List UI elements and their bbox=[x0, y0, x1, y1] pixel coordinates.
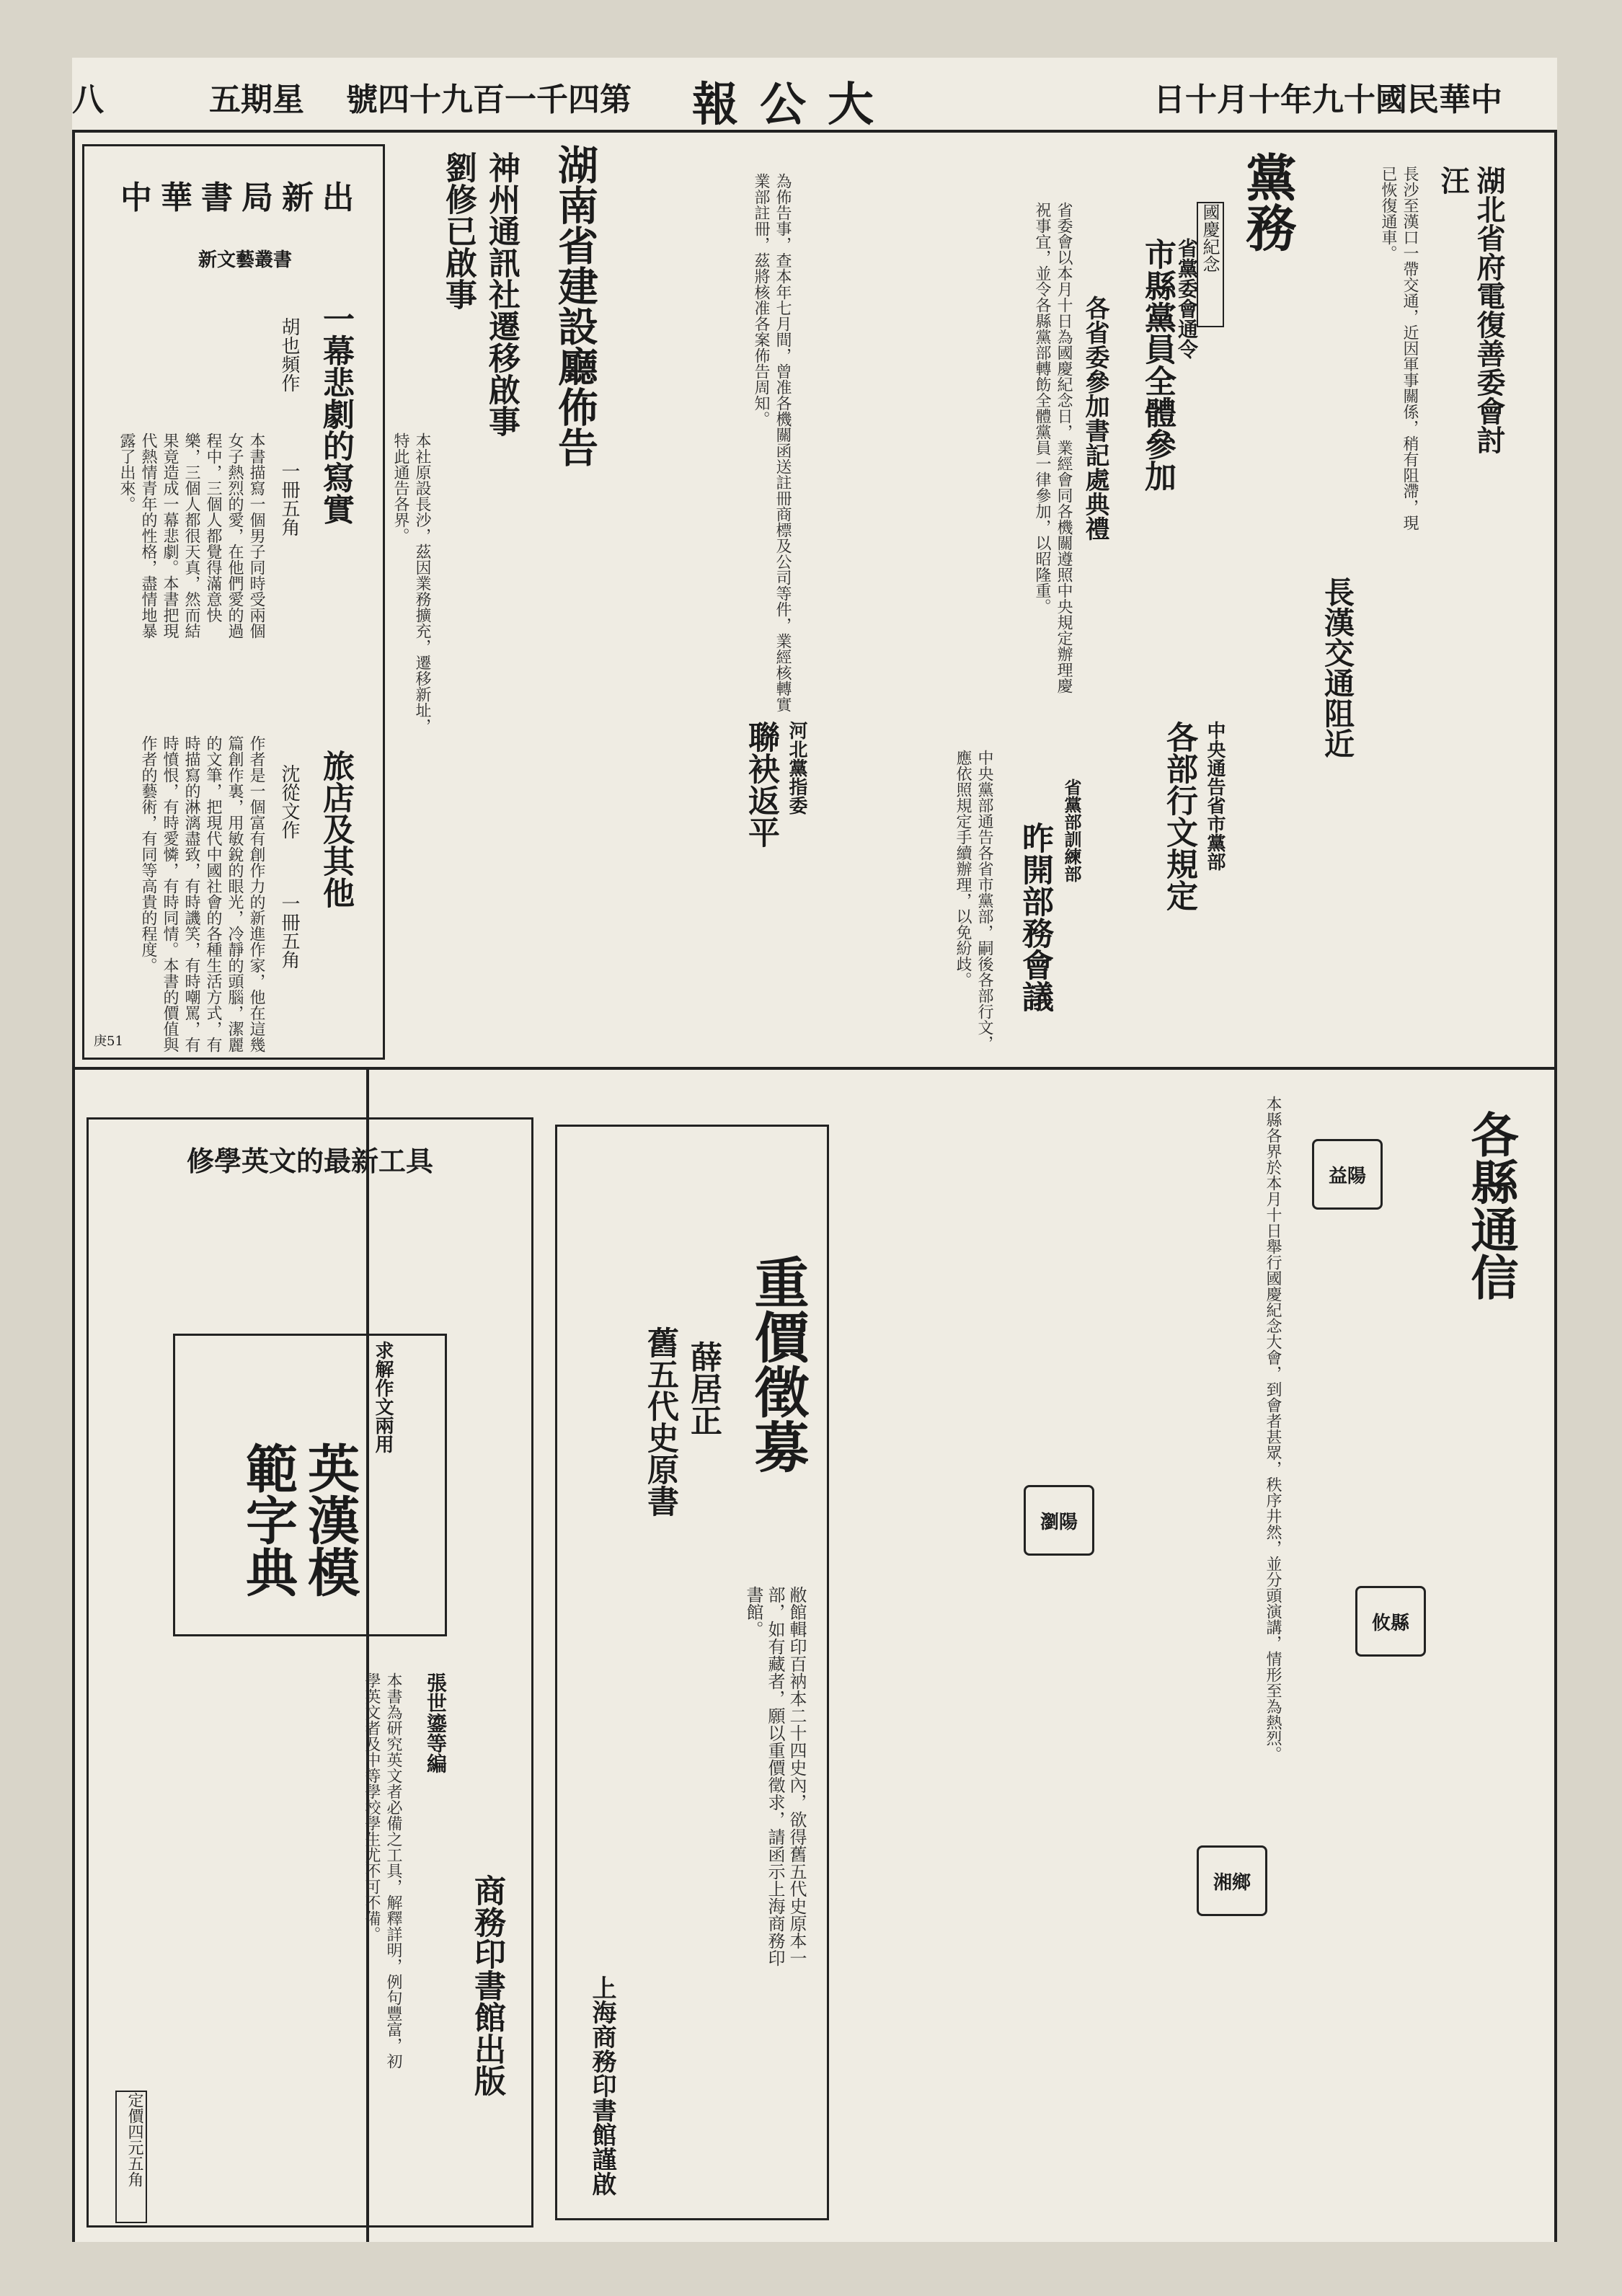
region-xiangxiang: 湘鄉 bbox=[1197, 1845, 1267, 1916]
region-liuyang: 瀏陽 bbox=[1024, 1485, 1094, 1556]
book1-author: 胡也頻作 bbox=[278, 317, 300, 392]
gov-notice-headline: 湖南省建設廳佈告 bbox=[551, 144, 599, 467]
section-title-party: 黨務 bbox=[1238, 151, 1298, 252]
regional-body: 本縣各界於本月十日舉行國慶紀念大會，到會者甚眾，秩序井然，並分頭演講，情形至為熱烈。 bbox=[1264, 1096, 1282, 1762]
dictionary-price: 定價四元五角 bbox=[115, 2091, 147, 2223]
book1-title: 一幕悲劇的寫實 bbox=[317, 303, 354, 525]
page-border-right bbox=[1554, 130, 1557, 2242]
right-body: 長沙至漢口一帶交通，近因軍事關係，稍有阻滯，現已恢復通車。 bbox=[1379, 166, 1419, 531]
dictionary-ad-headline: 修學英文的最新工具 bbox=[186, 1145, 433, 1177]
page-border-left bbox=[72, 130, 75, 2242]
dictionary-book-title: 英漢模範字典 bbox=[237, 1442, 360, 1597]
commercial-ad-title: 重價徵募 bbox=[745, 1254, 810, 1473]
commercial-ad-book: 舊五代史原書 bbox=[642, 1326, 678, 1517]
central-notice-pre: 中央通告省市黨部 bbox=[1204, 721, 1226, 871]
right-headline: 湖北省府電復善委會討汪 bbox=[1436, 166, 1506, 454]
party-sub-headline: 各省委參加書記處典禮 bbox=[1081, 296, 1109, 541]
zhonghua-publisher: 中華書局新出 bbox=[120, 179, 363, 216]
newspaper-page bbox=[72, 58, 1557, 2242]
book2-title: 旅店及其他 bbox=[317, 750, 354, 908]
party-pre-headline: 省黨委會通令 bbox=[1175, 238, 1199, 359]
shenzhou-body: 本社原設長沙，茲因業務擴充，遷移新址，特此通告各界。 bbox=[391, 433, 431, 734]
gov-notice-body: 為佈告事，查本年七月間，曾准各機關函送註冊商標及公司等件，業經核轉實業部註冊，茲將核准各案佈告周知。 bbox=[752, 173, 792, 712]
newspaper-title: 報公大 bbox=[692, 78, 895, 132]
dictionary-publisher: 商務印書館出版 bbox=[469, 1874, 505, 2096]
hebei-headline: 聯袂返平 bbox=[743, 721, 779, 848]
central-notice-headline: 各部行文規定 bbox=[1161, 721, 1197, 911]
shenzhou-headline: 神州通訊社遷移啟事 bbox=[483, 151, 520, 437]
central-notice-body: 中央黨部通告各省市黨部，嗣後各部行文，應依照規定手續辦理，以免紛歧。 bbox=[954, 750, 993, 1051]
dictionary-ad-body: 本書為研究英文者必備之工具，解釋詳明，例句豐富，初學英文者及中等學校學生尤不可不備。 bbox=[363, 1672, 402, 2069]
dictionary-editor: 張世鎏等編 bbox=[424, 1672, 448, 1773]
issue-number: 號四十九百一千四第 bbox=[346, 81, 631, 118]
commercial-ad-sub: 薛居正 bbox=[685, 1341, 722, 1436]
issue-date: 日十月十年九十國民華中 bbox=[1153, 81, 1502, 118]
commercial-ad-body: 敝館輯印百衲本二十四史內，欲得舊五代史原本一部，如有藏者，願以重價徵求，請函示上海商務印書館。 bbox=[743, 1586, 807, 1967]
dictionary-box-top: 求解作文兩用 bbox=[372, 1341, 394, 1453]
divider-horizontal bbox=[72, 1067, 1557, 1070]
book2-desc: 作者是一個富有創作力的新進作家，他在這幾篇創作裏，用敏銳的眼光，冷靜的頭腦，潔麗的文筆，把現代中國社會的各種生活方式，有時描寫的淋漓盡致，有時譏笑，有時嘲罵，有時憤恨，有時愛憐，有時同情。本書的價值與作者的藝術，有同等高貴的程度。 bbox=[139, 735, 265, 1052]
book2-price: 一冊五角 bbox=[278, 894, 300, 969]
zhonghua-series: 新文藝叢書 bbox=[198, 249, 292, 271]
hebei-pre: 河北黨指委 bbox=[786, 721, 807, 815]
book2-author: 沈從文作 bbox=[278, 764, 300, 839]
right-headline-2: 長漢交通阻近 bbox=[1320, 577, 1355, 758]
book1-price: 一冊五角 bbox=[278, 461, 300, 536]
book1-desc: 本書描寫一個男子同時受兩個女子熱烈的愛，在他們愛的過程中，三個人都覺得滿意快樂，三個人都很天真，然而結果竟造成一幕悲劇。本書把現代熱情青年的性格，盡情地暴露了出來。 bbox=[118, 433, 265, 639]
masthead bbox=[72, 58, 1557, 133]
region-yiyang: 益陽 bbox=[1312, 1139, 1383, 1210]
party-tag: 國慶紀念 bbox=[1197, 202, 1224, 327]
central-notice-headline-2: 昨開部務會議 bbox=[1016, 822, 1053, 1012]
shenzhou-sub: 劉修已啟事 bbox=[440, 151, 477, 310]
party-body: 省委會以本月十日為國慶紀念日，業經會同各機關遵照中央規定辦理慶祝事宜，並令各縣黨部轉飭全體黨員一律參加，以昭隆重。 bbox=[1033, 202, 1073, 693]
page-number: 八 bbox=[72, 81, 104, 118]
party-headline: 市縣黨員全體參加 bbox=[1139, 238, 1176, 492]
central-notice-pre-2: 省黨部訓練部 bbox=[1061, 779, 1082, 882]
region-youxian: 攸縣 bbox=[1355, 1586, 1426, 1657]
regional-section-title: 各縣通信 bbox=[1463, 1110, 1519, 1300]
commercial-ad-signature: 上海商務印書館謹啟 bbox=[588, 1975, 616, 2196]
ad-code: 庚51 bbox=[94, 1034, 123, 1049]
weekday: 五期星 bbox=[209, 81, 304, 118]
